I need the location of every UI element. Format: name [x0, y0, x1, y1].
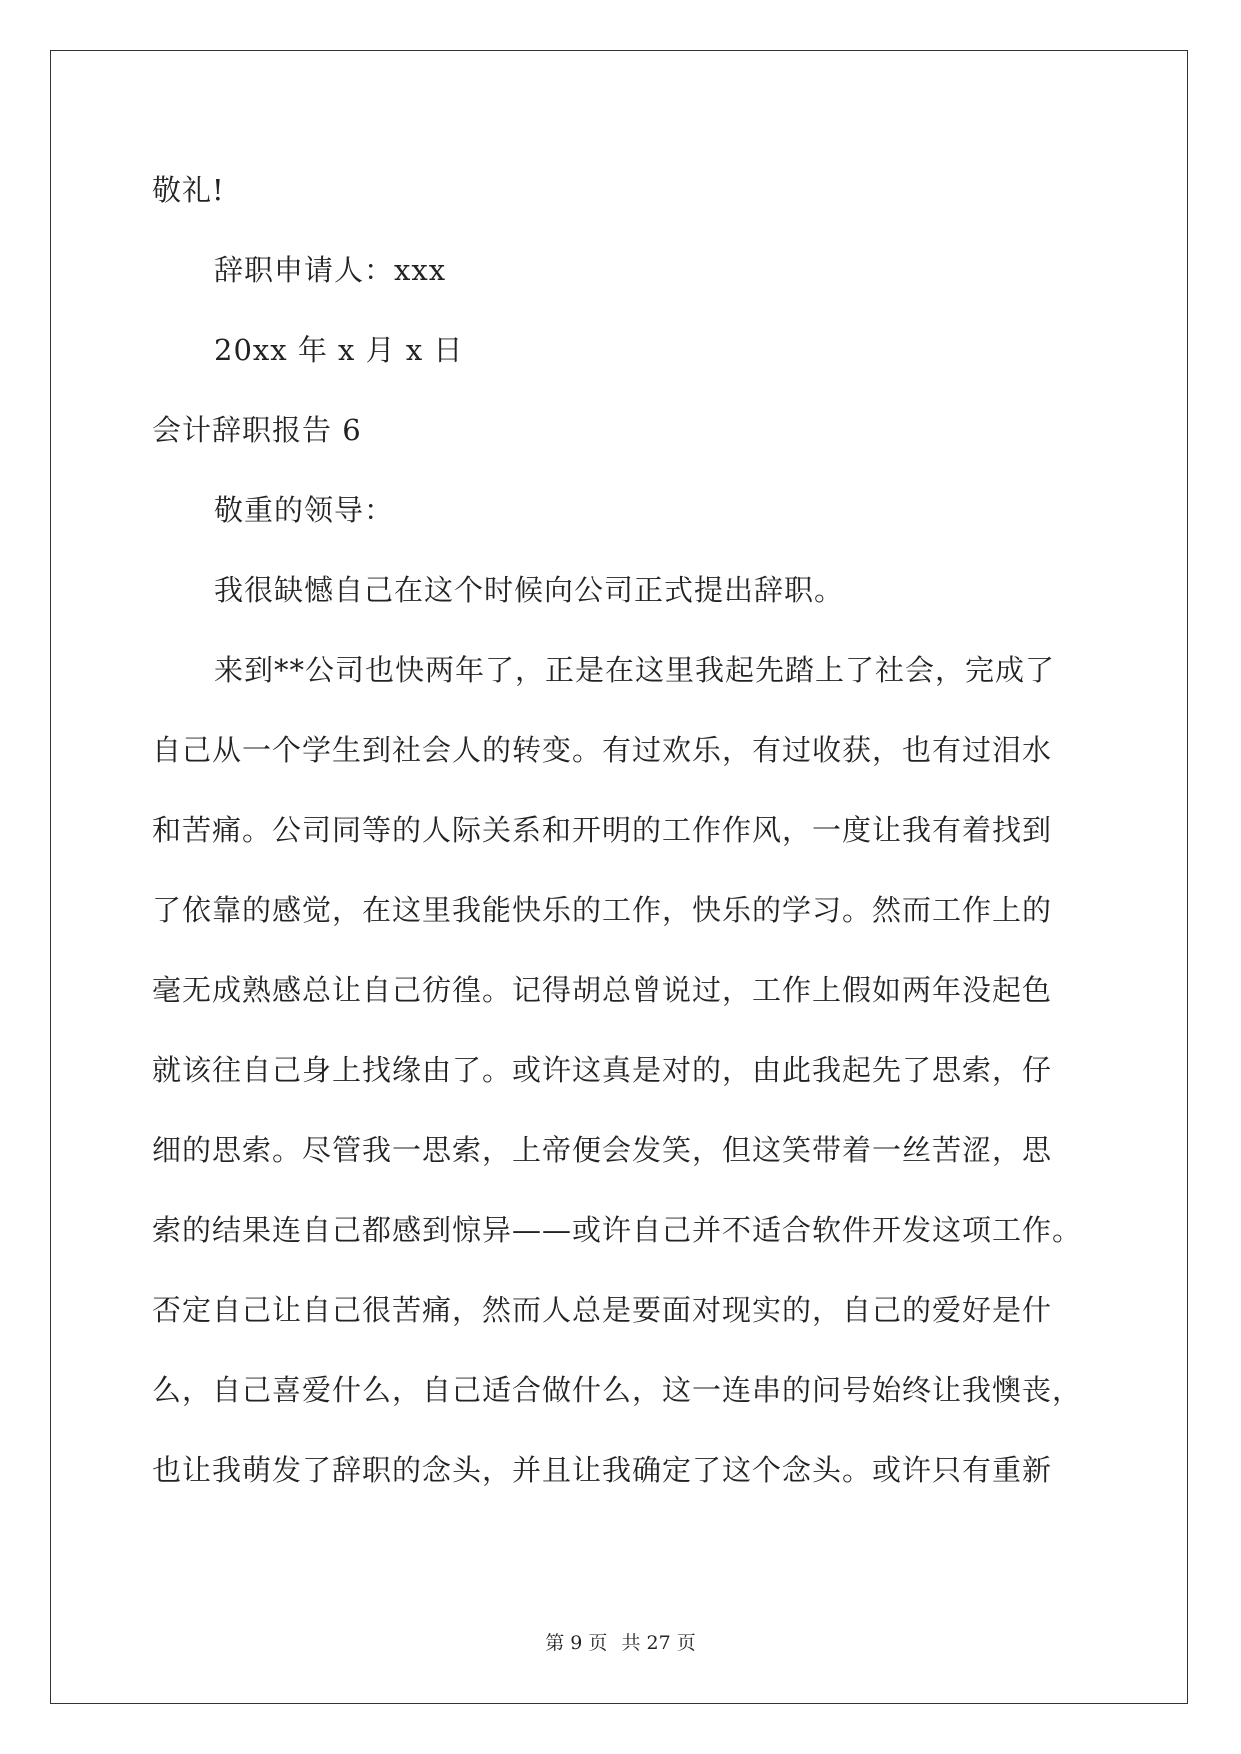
paragraph-line: 自己从一个学生到社会人的转变。有过欢乐，有过收获，也有过泪水 — [152, 733, 1053, 767]
paragraph-line: 就该往自己身上找缘由了。或许这真是对的，由此我起先了思索，仔 — [152, 1053, 1053, 1087]
paragraph-line: 索的结果连自己都感到惊异——或许自己并不适合软件开发这项工作。 — [152, 1213, 1083, 1247]
paragraph-line: 否定自己让自己很苦痛，然而人总是要面对现实的，自己的爱好是什 — [152, 1293, 1053, 1327]
page-total: 共 27 页 — [621, 1632, 696, 1654]
paragraph-line: 和苦痛。公司同等的人际关系和开明的工作作风，一度让我有着找到 — [152, 813, 1053, 847]
page-number: 第 9 页 — [545, 1632, 608, 1654]
letter-greeting: 敬重的领导： — [214, 493, 395, 527]
page-footer — [0, 1628, 1241, 1655]
paragraph-line: 来到**公司也快两年了，正是在这里我起先踏上了社会，完成了 — [214, 653, 1056, 687]
paragraph-line: 细的思索。尽管我一思索，上帝便会发笑，但这笑带着一丝苦涩，思 — [152, 1133, 1053, 1167]
closing-salutation: 敬礼! — [152, 173, 225, 207]
paragraph-line: 么，自己喜爱什么，自己适合做什么，这一连串的问号始终让我懊丧， — [152, 1373, 1083, 1407]
paragraph-line: 我很缺憾自己在这个时候向公司正式提出辞职。 — [214, 573, 845, 607]
paragraph-line: 了依靠的感觉，在这里我能快乐的工作，快乐的学习。然而工作上的 — [152, 893, 1053, 927]
signature-date: 20xx 年 x 月 x 日 — [214, 333, 464, 367]
paragraph-line: 毫无成熟感总让自己彷徨。记得胡总曾说过，工作上假如两年没起色 — [152, 973, 1053, 1007]
section-heading: 会计辞职报告 6 — [152, 413, 362, 447]
paragraph-line: 也让我萌发了辞职的念头，并且让我确定了这个念头。或许只有重新 — [152, 1453, 1053, 1487]
signature-applicant: 辞职申请人：xxx — [214, 253, 447, 287]
